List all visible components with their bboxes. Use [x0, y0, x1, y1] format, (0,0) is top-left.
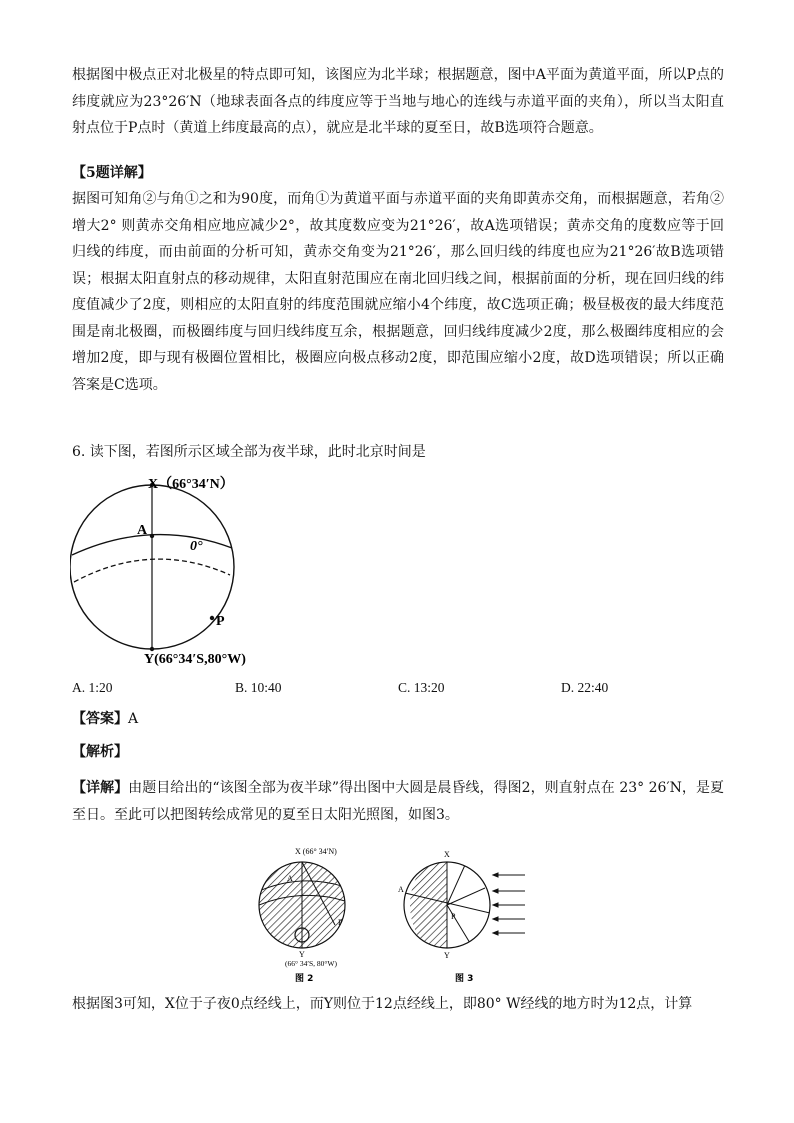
figure-3-caption: 图 3: [455, 974, 474, 983]
point-a-dot: [150, 534, 154, 538]
option-d[interactable]: D. 22:40: [561, 680, 609, 695]
answer-label: 【答案】: [72, 711, 128, 727]
figure-1-diagram: [70, 470, 300, 670]
figure-1-label-p: P: [216, 614, 225, 629]
point-y-dot: [150, 647, 154, 651]
figure-2-label-x: X (66° 34′N): [295, 847, 337, 856]
figure-3-diagram: [395, 843, 545, 983]
figure-2-diagram: [255, 843, 385, 983]
figure-1-label-x: X（66°34′N）: [148, 477, 234, 492]
paragraph-q6-detail: [72, 775, 724, 828]
figure-1-label-0: 0°: [190, 539, 203, 554]
figure-3-label-x: X: [444, 850, 450, 859]
answer-value: A: [128, 711, 139, 727]
option-a[interactable]: A. 1:20: [72, 680, 113, 695]
question-6-stem: 6. 读下图，若图所示区域全部为夜半球，此时北京时间是: [72, 444, 426, 460]
figure-1-label-a: A: [137, 523, 148, 538]
paragraph-q5-explanation: 据图可知角②与角①之和为90度，而角①为黄道平面与赤道平面的夹角即黄赤交角，而根据题意，若角②增大2° 则黄赤交角相应地应减少2°，故其度数应变为21°26′，故A选项错误；黄赤交角的度数应等于回归线的纬度，而由前面的分析可知，黄赤交角变为21°26′，那么回归线的纬度也应为21°26′故B选项错误；根据太阳直射点的移动规律，太阳直射范围应在南北回归线之间，根据前面的分析，现在回归线的纬度值减少了2度，则相应的太阳直射的纬度范围就应缩小4个纬度，故C选项正确；极昼极夜的最大纬度范围是南北极圈，而极圈纬度与回归线纬度互余，根据题意，回归线纬度减少2度，那么极圈纬度相应的会增加2度，即与现有极圈位置相比，极圈应向极点移动2度，即范围应缩小2度，故D选项错误；所以正确答案是C选项。: [72, 191, 724, 393]
detail-text: 由题目给出的“该图全部为夜半球”得出图中大圆是晨昏线，得图2，则直射点在 23° 26′N，是夏至日。至此可以把图转绘成常见的夏至日太阳光照图，如图3。: [72, 780, 725, 823]
option-b[interactable]: B. 10:40: [235, 680, 282, 695]
figure-2-label-y: Y: [299, 950, 305, 959]
q5-detail-heading: 【5题详解】: [72, 165, 152, 181]
figure-2-label-a: A: [287, 874, 293, 883]
figure-3-label-y: Y: [444, 951, 450, 960]
paragraph-q6-calculation: 根据图3可知，X位于子夜0点经线上，而Y则位于12点经线上，即80° W经线的地方时为12点，计算: [72, 996, 693, 1012]
option-c[interactable]: C. 13:20: [398, 680, 445, 695]
figure-1-label-y: Y(66°34′S,80°W): [144, 652, 246, 667]
figure-2-label-p: P: [338, 918, 343, 927]
figure-2-caption: 图 2: [295, 974, 314, 983]
detail-label: 【详解】: [72, 780, 129, 796]
point-p-dot: [210, 616, 214, 620]
figure-3-label-p: P: [451, 912, 456, 921]
figure-3-label-a: A: [398, 885, 404, 894]
answer-line: [72, 709, 138, 729]
paragraph-q4-conclusion: 根据图中极点正对北极星的特点即可知，该图应为北半球；根据题意，图中A平面为黄道平面，所以P点的纬度就应为23°26′N（地球表面各点的纬度应等于当地与地心的连线与赤道平面的夹角），所以当太阳直射点位于P点时（黄道上纬度最高的点），就应是北半球的夏至日，故B选项符合题意。: [72, 67, 724, 136]
figure-2-label-bottom: (66° 34′S, 80°W): [285, 959, 338, 968]
analysis-heading: 【解析】: [72, 744, 128, 760]
